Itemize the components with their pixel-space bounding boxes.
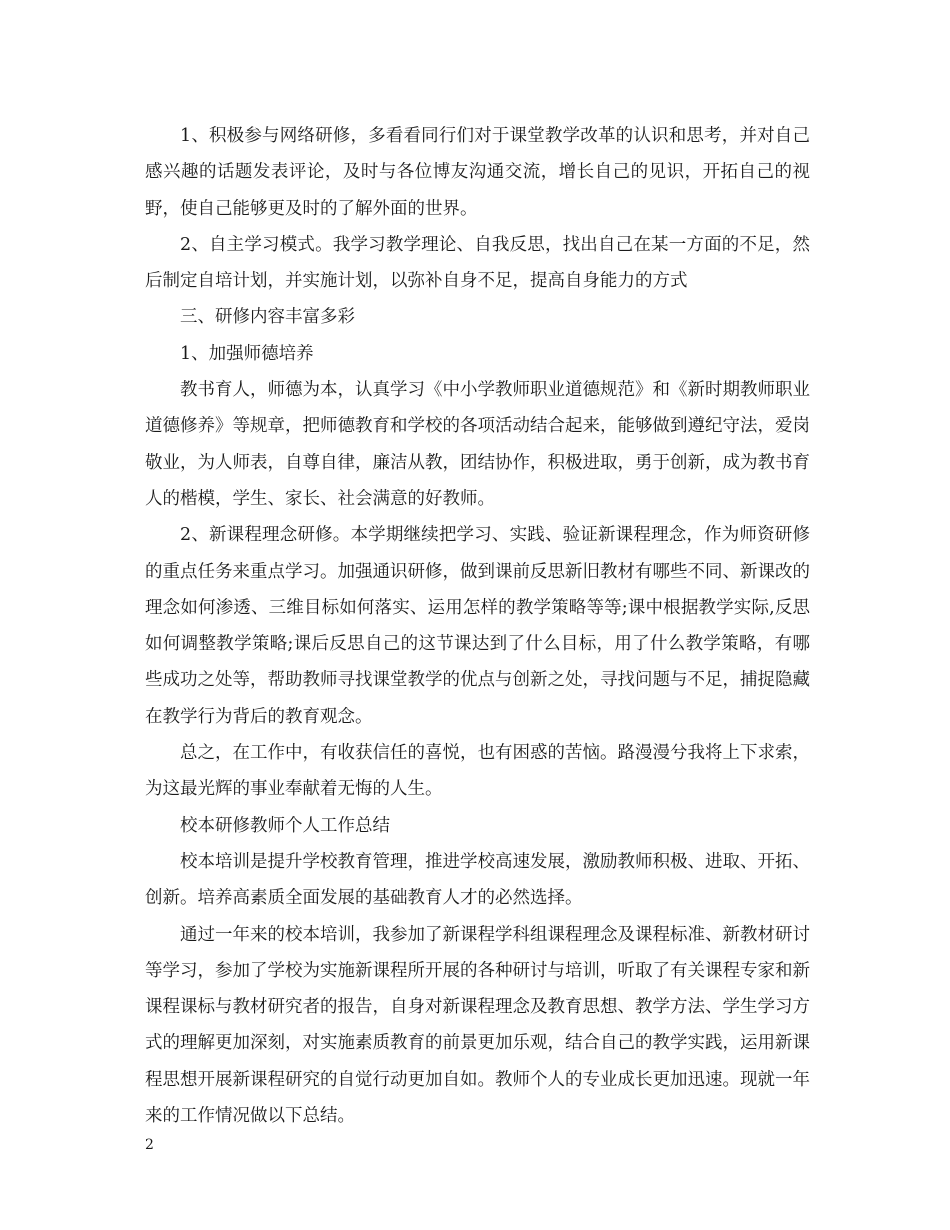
paragraph-training-summary: 通过一年来的校本培训，我参加了新课程学科组课程理念及课程标准、新教材研讨等学习，参加了学校为实施新课程所开展的各种研讨与培训，听取了有关课程专家和新课程课标与教材研究者的报告，自身对新课程理念及教育思想、教学方法、学生学习方式的理解更加深刻，对实施素质教育的前景更加乐观，结合自己的教学实践，运用新课程思想开展新课程研究的自觉行动更加自如。教师个人的专业成长更加迅速。现就一年来的工作情况做以下总结。 — [145, 924, 810, 1127]
paragraph-new-curriculum: 2、新课程理念研修。本学期继续把学习、实践、验证新课程理念，作为师资研修的重点任务来重点学习。加强通识研修，做到课前反思新旧教材有哪些不同、新课改的理念如何渗透、三维目标如何落实、运用怎样的教学策略等等;课中根据教学实际,反思如何调整教学策略;课后反思自己的这节课达到了什么目标，用了什么教学策略，有哪些成功之处等，帮助教师寻找课堂教学的优点与创新之处，寻找问题与不足，捕捉隐藏在教学行为背后的教育观念。 — [145, 525, 810, 727]
subheading-ethics: 1、加强师德培养 — [180, 343, 314, 364]
paragraph-network-study: 1、积极参与网络研修，多看看同行们对于课堂教学改革的认识和思考，并对自己感兴趣的话题发表评论，及时与各位博友沟通交流，增长自己的见识，开拓自己的视野，使自己能够更及时的了解外面的世界。 — [145, 126, 810, 219]
paragraph-conclusion: 总之，在工作中，有收获信任的喜悦，也有困惑的苦恼。路漫漫兮我将上下求索，为这最光辉的事业奉献着无悔的人生。 — [145, 743, 810, 800]
paragraph-training-intro: 校本培训是提升学校教育管理，推进学校高速发展，激励教师积极、进取、开拓、创新。培养高素质全面发展的基础教育人才的必然选择。 — [145, 851, 810, 909]
paragraph-ethics: 教书育人，师德为本，认真学习《中小学教师职业道德规范》和《新时期教师职业道德修养》等规章，把师德教育和学校的各项活动结合起来，能够做到遵纪守法，爱岗敬业，为人师表，自尊自律，廉洁从教，团结协作，积极进取，勇于创新，成为教书育人的楷模，学生、家长、社会满意的好教师。 — [145, 380, 810, 509]
document-subtitle: 校本研修教师个人工作总结 — [180, 815, 390, 836]
document-body — [145, 118, 810, 1134]
page-number: 2 — [145, 1137, 154, 1153]
section-heading-content: 三、研修内容丰富多彩 — [180, 307, 355, 328]
paragraph-self-study: 2、自主学习模式。我学习教学理论、自我反思，找出自己在某一方面的不足，然后制定自培计划，并实施计划，以弥补自身不足，提高自身能力的方式 — [145, 234, 810, 292]
